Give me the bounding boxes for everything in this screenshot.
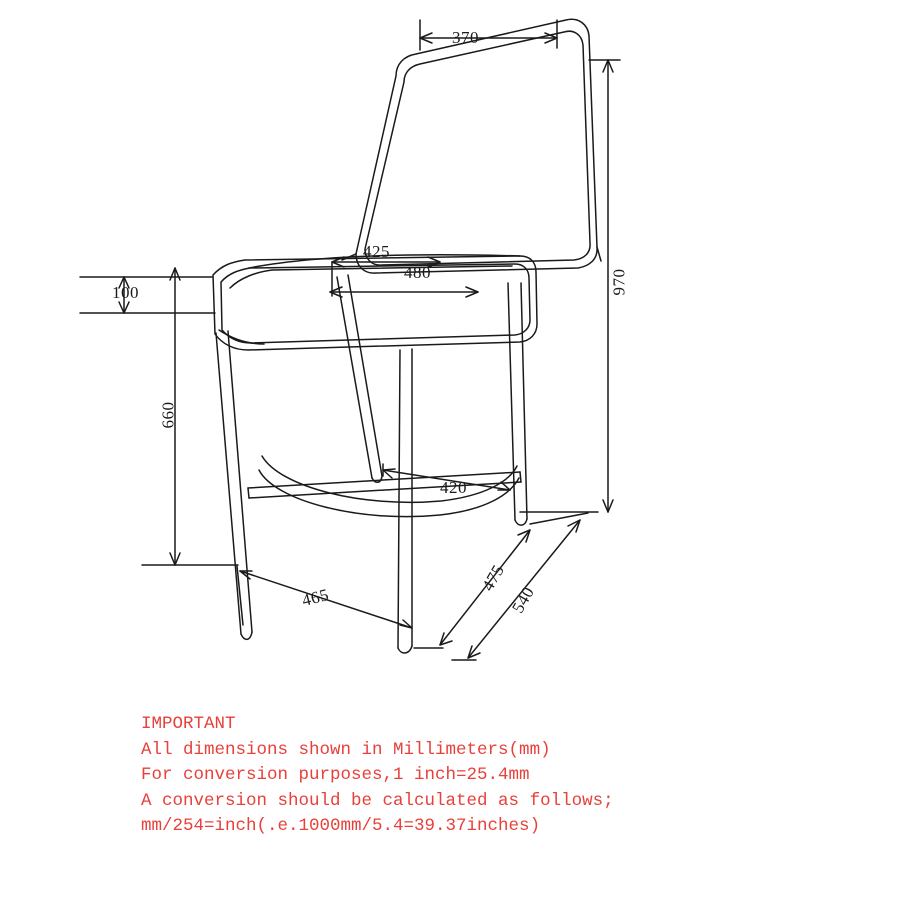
back-right-edge	[597, 247, 601, 261]
dim-label-seat-width: 425	[363, 242, 390, 261]
dim-label-footrest-width: 420	[440, 478, 467, 497]
leg-rear-right-inner	[521, 283, 527, 519]
leg-rear-left-outer	[337, 277, 372, 478]
dim-label-base-width: 465	[299, 585, 331, 610]
leg-front-left-outer	[216, 333, 241, 634]
leg-front-right-outer	[398, 350, 400, 648]
seat-top-seam	[230, 266, 512, 288]
dim-label-base-depth: 475	[478, 561, 509, 595]
dim-label-seat-back-width: 370	[452, 28, 479, 47]
notes-line-1: All dimensions shown in Millimeters(mm)	[141, 739, 551, 760]
dim-label-seat-height: 660	[158, 401, 178, 429]
leg-front-left-foot	[241, 632, 252, 639]
footrest-bar-right-cap	[520, 472, 521, 482]
leg-rear-right-foot	[515, 519, 527, 525]
dim-label-overall-height: 970	[609, 268, 629, 296]
important-notes	[141, 712, 781, 840]
footrest-bar-left-cap	[248, 488, 249, 498]
dim-label-base-diagonal: 540	[508, 583, 539, 617]
leg-front-right-foot	[398, 646, 412, 653]
dim-label-seat-depth: 480	[404, 263, 431, 282]
footrest-front-bar-bottom	[249, 482, 521, 498]
chair-back-outer	[356, 19, 597, 273]
leg-rear-left-inner	[348, 275, 382, 476]
leg-front-left-inner	[228, 331, 252, 632]
notes-line-2: For conversion purposes,1 inch=25.4mm	[141, 765, 530, 785]
seat-cushion-inner	[221, 264, 530, 343]
notes-line-4: mm/254=inch(.e.1000mm/5.4=39.37inches)	[141, 816, 541, 836]
notes-heading: IMPORTANT	[141, 714, 236, 734]
dim-label-seat-cushion: 100	[112, 283, 139, 302]
notes-line-3: A conversion should be calculated as follows;	[141, 790, 614, 811]
